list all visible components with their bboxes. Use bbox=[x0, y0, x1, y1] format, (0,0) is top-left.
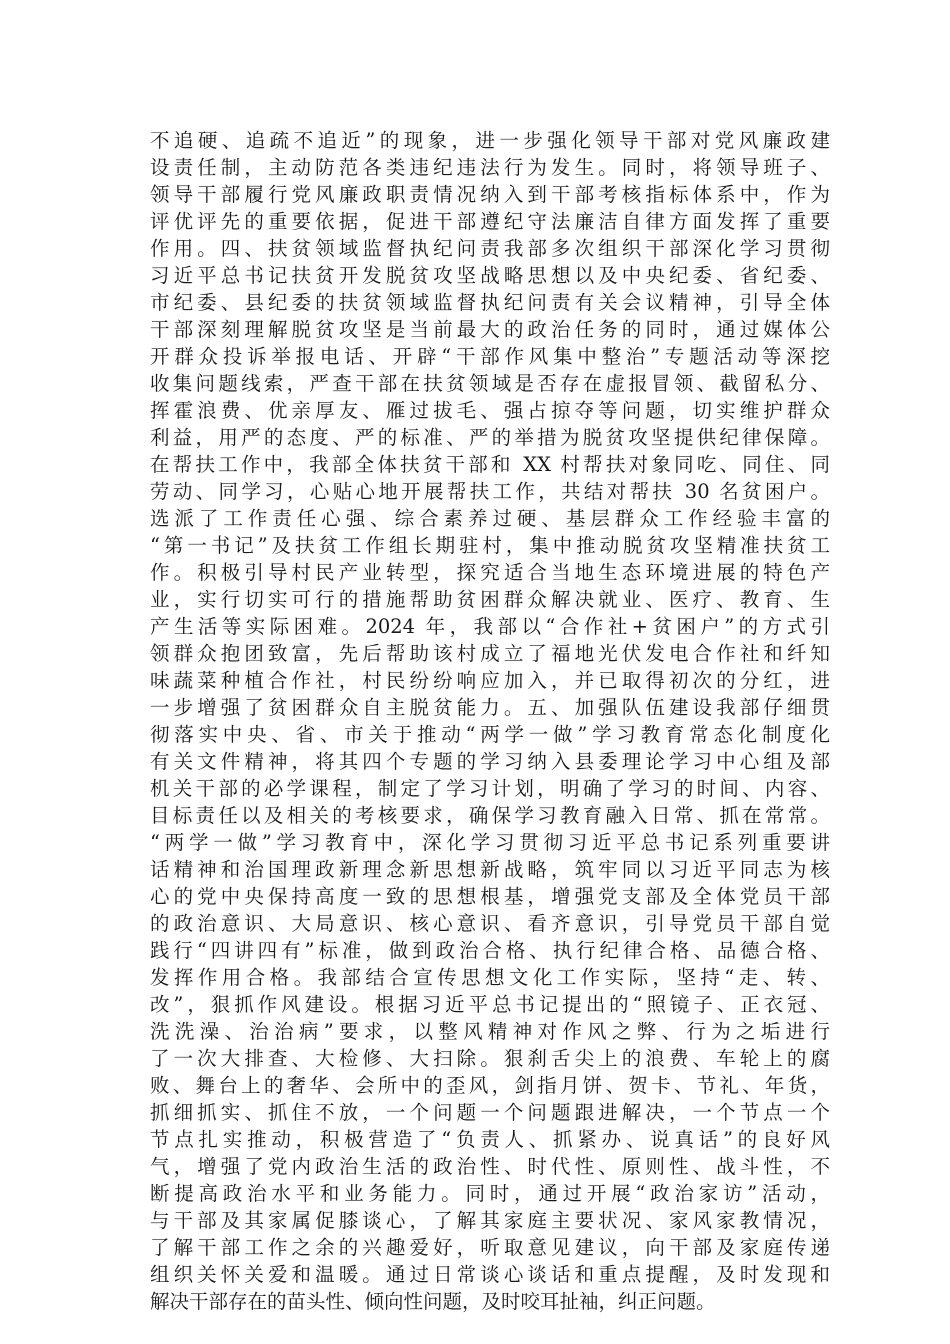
text-line: 败、舞台上的奢华、会所中的歪风，剑指月饼、贺卡、节礼、年货， bbox=[150, 1074, 830, 1097]
text-line: 抓细抓实、抓住不放，一个问题一个问题跟进解决，一个节点一个 bbox=[150, 1101, 830, 1124]
text-line: 开群众投诉举报电话、开辟“干部作风集中整治”专题活动等深挖 bbox=[150, 345, 830, 368]
text-line: 发挥作用合格。我部结合宣传思想文化工作实际，坚持“走、转、 bbox=[150, 966, 830, 989]
text-line: 评优评先的重要依据，促进干部遵纪守法廉洁自律方面发挥了重要 bbox=[150, 210, 830, 233]
text-line: 市纪委、县纪委的扶贫领域监督执纪问责有关会议精神，引导全体 bbox=[150, 291, 830, 314]
body-text bbox=[150, 127, 830, 1315]
text-line: 作。积极引导村民产业转型，探究适合当地生态环境进展的特色产 bbox=[150, 561, 830, 584]
text-line: 习近平总书记扶贫开发脱贫攻坚战略思想以及中央纪委、省纪委、 bbox=[150, 264, 830, 287]
text-line: 设责任制，主动防范各类违纪违法行为发生。同时，将领导班子、 bbox=[150, 156, 830, 179]
text-line: 气，增强了党内政治生活的政治性、时代性、原则性、战斗性，不 bbox=[150, 1155, 830, 1178]
text-line: 不追硬、追疏不追近”的现象，进一步强化领导干部对党风廉政建 bbox=[150, 129, 830, 152]
text-line: 选派了工作责任心强、综合素养过硬、基层群众工作经验丰富的 bbox=[150, 507, 830, 530]
text-line: 了一次大排查、大检修、大扫除。狠刹舌尖上的浪费、车轮上的腐 bbox=[150, 1047, 830, 1070]
text-line: 在帮扶工作中，我部全体扶贫干部和 XX 村帮扶对象同吃、同住、同 bbox=[150, 453, 830, 476]
text-line: 有关文件精神，将其四个专题的学习纳入县委理论学习中心组及部 bbox=[150, 750, 830, 773]
text-line: 机关干部的必学课程，制定了学习计划，明确了学习的时间、内容、 bbox=[150, 777, 830, 800]
text-line: 作用。四、扶贫领域监督执纪问责我部多次组织干部深化学习贯彻 bbox=[150, 237, 830, 260]
text-line: 领群众抱团致富，先后帮助该村成立了福地光伏发电合作社和纤知 bbox=[150, 642, 830, 665]
text-line: 节点扎实推动，积极营造了“负责人、抓紧办、说真话”的良好风 bbox=[150, 1128, 830, 1151]
text-line: 解决干部存在的苗头性、倾向性问题，及时咬耳扯袖，纠正问题。 bbox=[150, 1290, 716, 1313]
text-line: 践行“四讲四有”标准，做到政治合格、执行纪律合格、品德合格、 bbox=[150, 939, 830, 962]
text-line: 的政治意识、大局意识、核心意识、看齐意识，引导党员干部自觉 bbox=[150, 912, 830, 935]
text-line: 产生活等实际困难。2024 年，我部以“合作社+贫困户”的方式引 bbox=[150, 615, 830, 638]
text-line: 目标责任以及相关的考核要求，确保学习教育融入日常、抓在常常。 bbox=[150, 804, 830, 827]
text-line: “两学一做”学习教育中，深化学习贯彻习近平总书记系列重要讲 bbox=[150, 831, 830, 854]
text-line: 业，实行切实可行的措施帮助贫困群众解决就业、医疗、教育、生 bbox=[150, 588, 830, 611]
text-line: 收集问题线索，严查干部在扶贫领域是否存在虚报冒领、截留私分、 bbox=[150, 372, 830, 395]
text-line: 组织关怀关爱和温暖。通过日常谈心谈话和重点提醒，及时发现和 bbox=[150, 1263, 830, 1286]
text-line: 领导干部履行党风廉政职责情况纳入到干部考核指标体系中，作为 bbox=[150, 183, 830, 206]
text-line: 味蔬菜种植合作社，村民纷纷响应加入，并已取得初次的分红，进 bbox=[150, 669, 830, 692]
text-line: 劳动、同学习，心贴心地开展帮扶工作，共结对帮扶 30 名贫困户。 bbox=[150, 480, 830, 503]
text-line: 与干部及其家属促膝谈心，了解其家庭主要状况、家风家教情况， bbox=[150, 1209, 830, 1232]
text-line: 话精神和治国理政新理念新思想新战略，筑牢同以习近平同志为核 bbox=[150, 858, 830, 881]
text-line: 利益，用严的态度、严的标准、严的举措为脱贫攻坚提供纪律保障。 bbox=[150, 426, 830, 449]
text-line: 挥霍浪费、优亲厚友、雁过拔毛、强占掠夺等问题，切实维护群众 bbox=[150, 399, 830, 422]
text-line: 一步增强了贫困群众自主脱贫能力。五、加强队伍建设我部仔细贯 bbox=[150, 696, 830, 719]
text-line: 干部深刻理解脱贫攻坚是当前最大的政治任务的同时，通过媒体公 bbox=[150, 318, 830, 341]
text-line: 了解干部工作之余的兴趣爱好，听取意见建议，向干部及家庭传递 bbox=[150, 1236, 830, 1259]
text-line: 断提高政治水平和业务能力。同时，通过开展“政治家访”活动， bbox=[150, 1182, 830, 1205]
text-line: 心的党中央保持高度一致的思想根基，增强党支部及全体党员干部 bbox=[150, 885, 830, 908]
text-line: 洗洗澡、治治病”要求，以整风精神对作风之弊、行为之垢进行 bbox=[150, 1020, 830, 1043]
text-line: 彻落实中央、省、市关于推动“两学一做”学习教育常态化制度化 bbox=[150, 723, 830, 746]
text-line: 改”，狠抓作风建设。根据习近平总书记提出的“照镜子、正衣冠、 bbox=[150, 993, 830, 1016]
text-line: “第一书记”及扶贫工作组长期驻村，集中推动脱贫攻坚精准扶贫工 bbox=[150, 534, 830, 557]
